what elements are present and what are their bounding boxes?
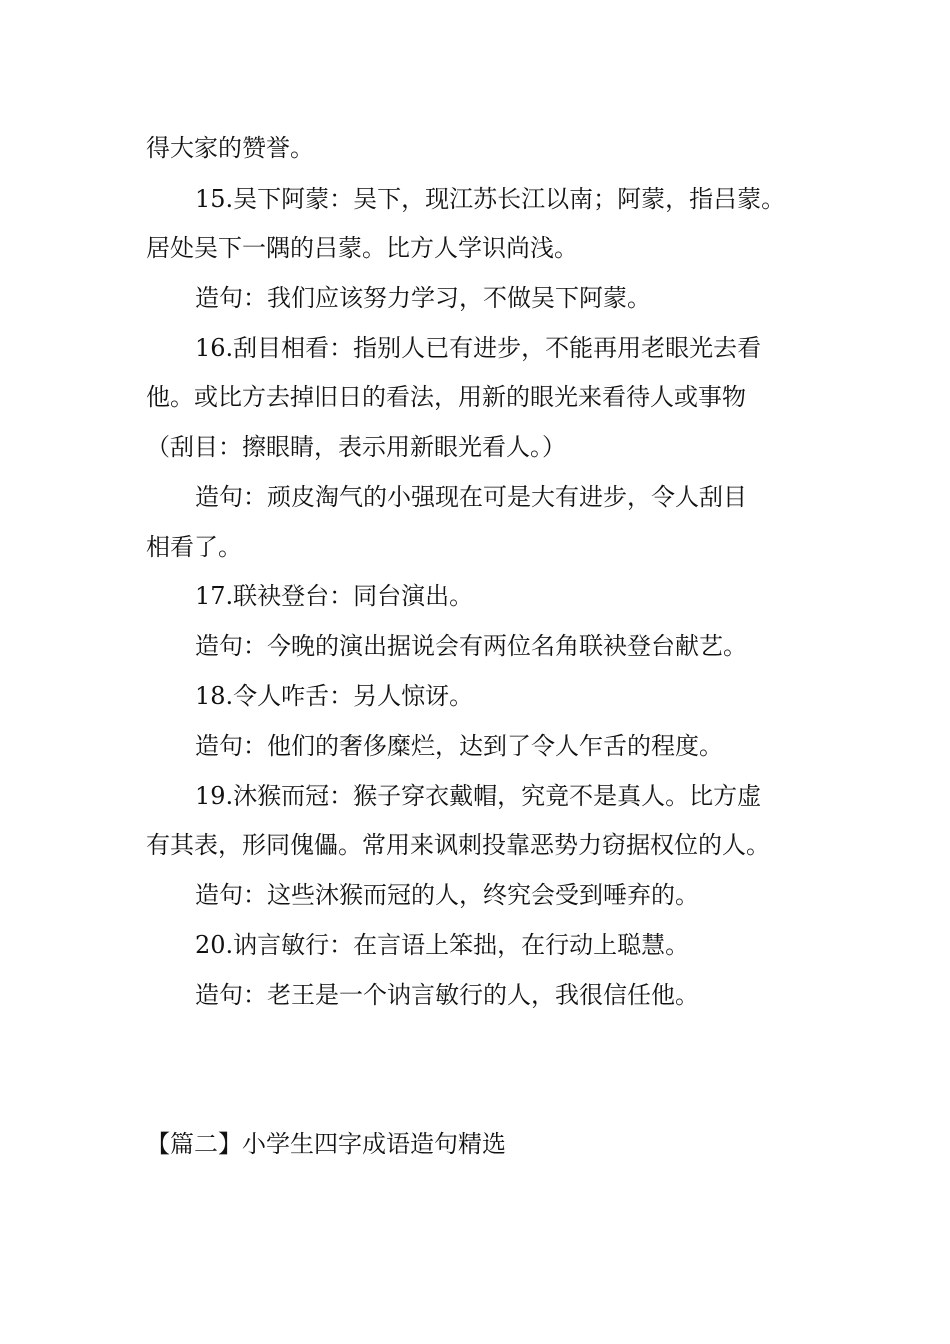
text-line: 17.联袂登台：同台演出。 (195, 582, 474, 610)
text-line: 18.令人咋舌：另人惊讶。 (195, 682, 474, 710)
section-heading: 【篇二】小学生四字成语造句精选 (146, 1130, 506, 1158)
text-line: 造句：今晚的演出据说会有两位名角联袂登台献艺。 (195, 632, 747, 660)
text-line: 造句：老王是一个讷言敏行的人，我很信任他。 (195, 981, 699, 1009)
text-line: 造句：顽皮淘气的小强现在可是大有进步，令人刮目 (195, 483, 747, 511)
text-line: 得大家的赞誉。 (146, 134, 314, 162)
text-line: （刮目：擦眼睛，表示用新眼光看人。） (146, 433, 566, 461)
text-line: 20.讷言敏行：在言语上笨拙，在行动上聪慧。 (195, 931, 690, 959)
text-line: 造句：这些沐猴而冠的人，终究会受到唾弃的。 (195, 881, 699, 909)
text-line: 他。或比方去掉旧日的看法，用新的眼光来看待人或事物 (146, 383, 746, 411)
text-line: 15.吴下阿蒙：吴下，现江苏长江以南；阿蒙，指吕蒙。 (195, 185, 786, 213)
text-line: 居处吴下一隅的吕蒙。比方人学识尚浅。 (146, 234, 578, 262)
text-line: 造句：他们的奢侈糜烂，达到了令人乍舌的程度。 (195, 732, 723, 760)
text-line: 有其表，形同傀儡。常用来讽刺投靠恶势力窃据权位的人。 (146, 831, 770, 859)
text-line: 造句：我们应该努力学习，不做吴下阿蒙。 (195, 284, 651, 312)
text-line: 19.沐猴而冠：猴子穿衣戴帽，究竟不是真人。比方虚 (195, 782, 762, 810)
text-line: 相看了。 (146, 533, 242, 561)
text-line: 16.刮目相看：指别人已有进步，不能再用老眼光去看 (195, 334, 762, 362)
